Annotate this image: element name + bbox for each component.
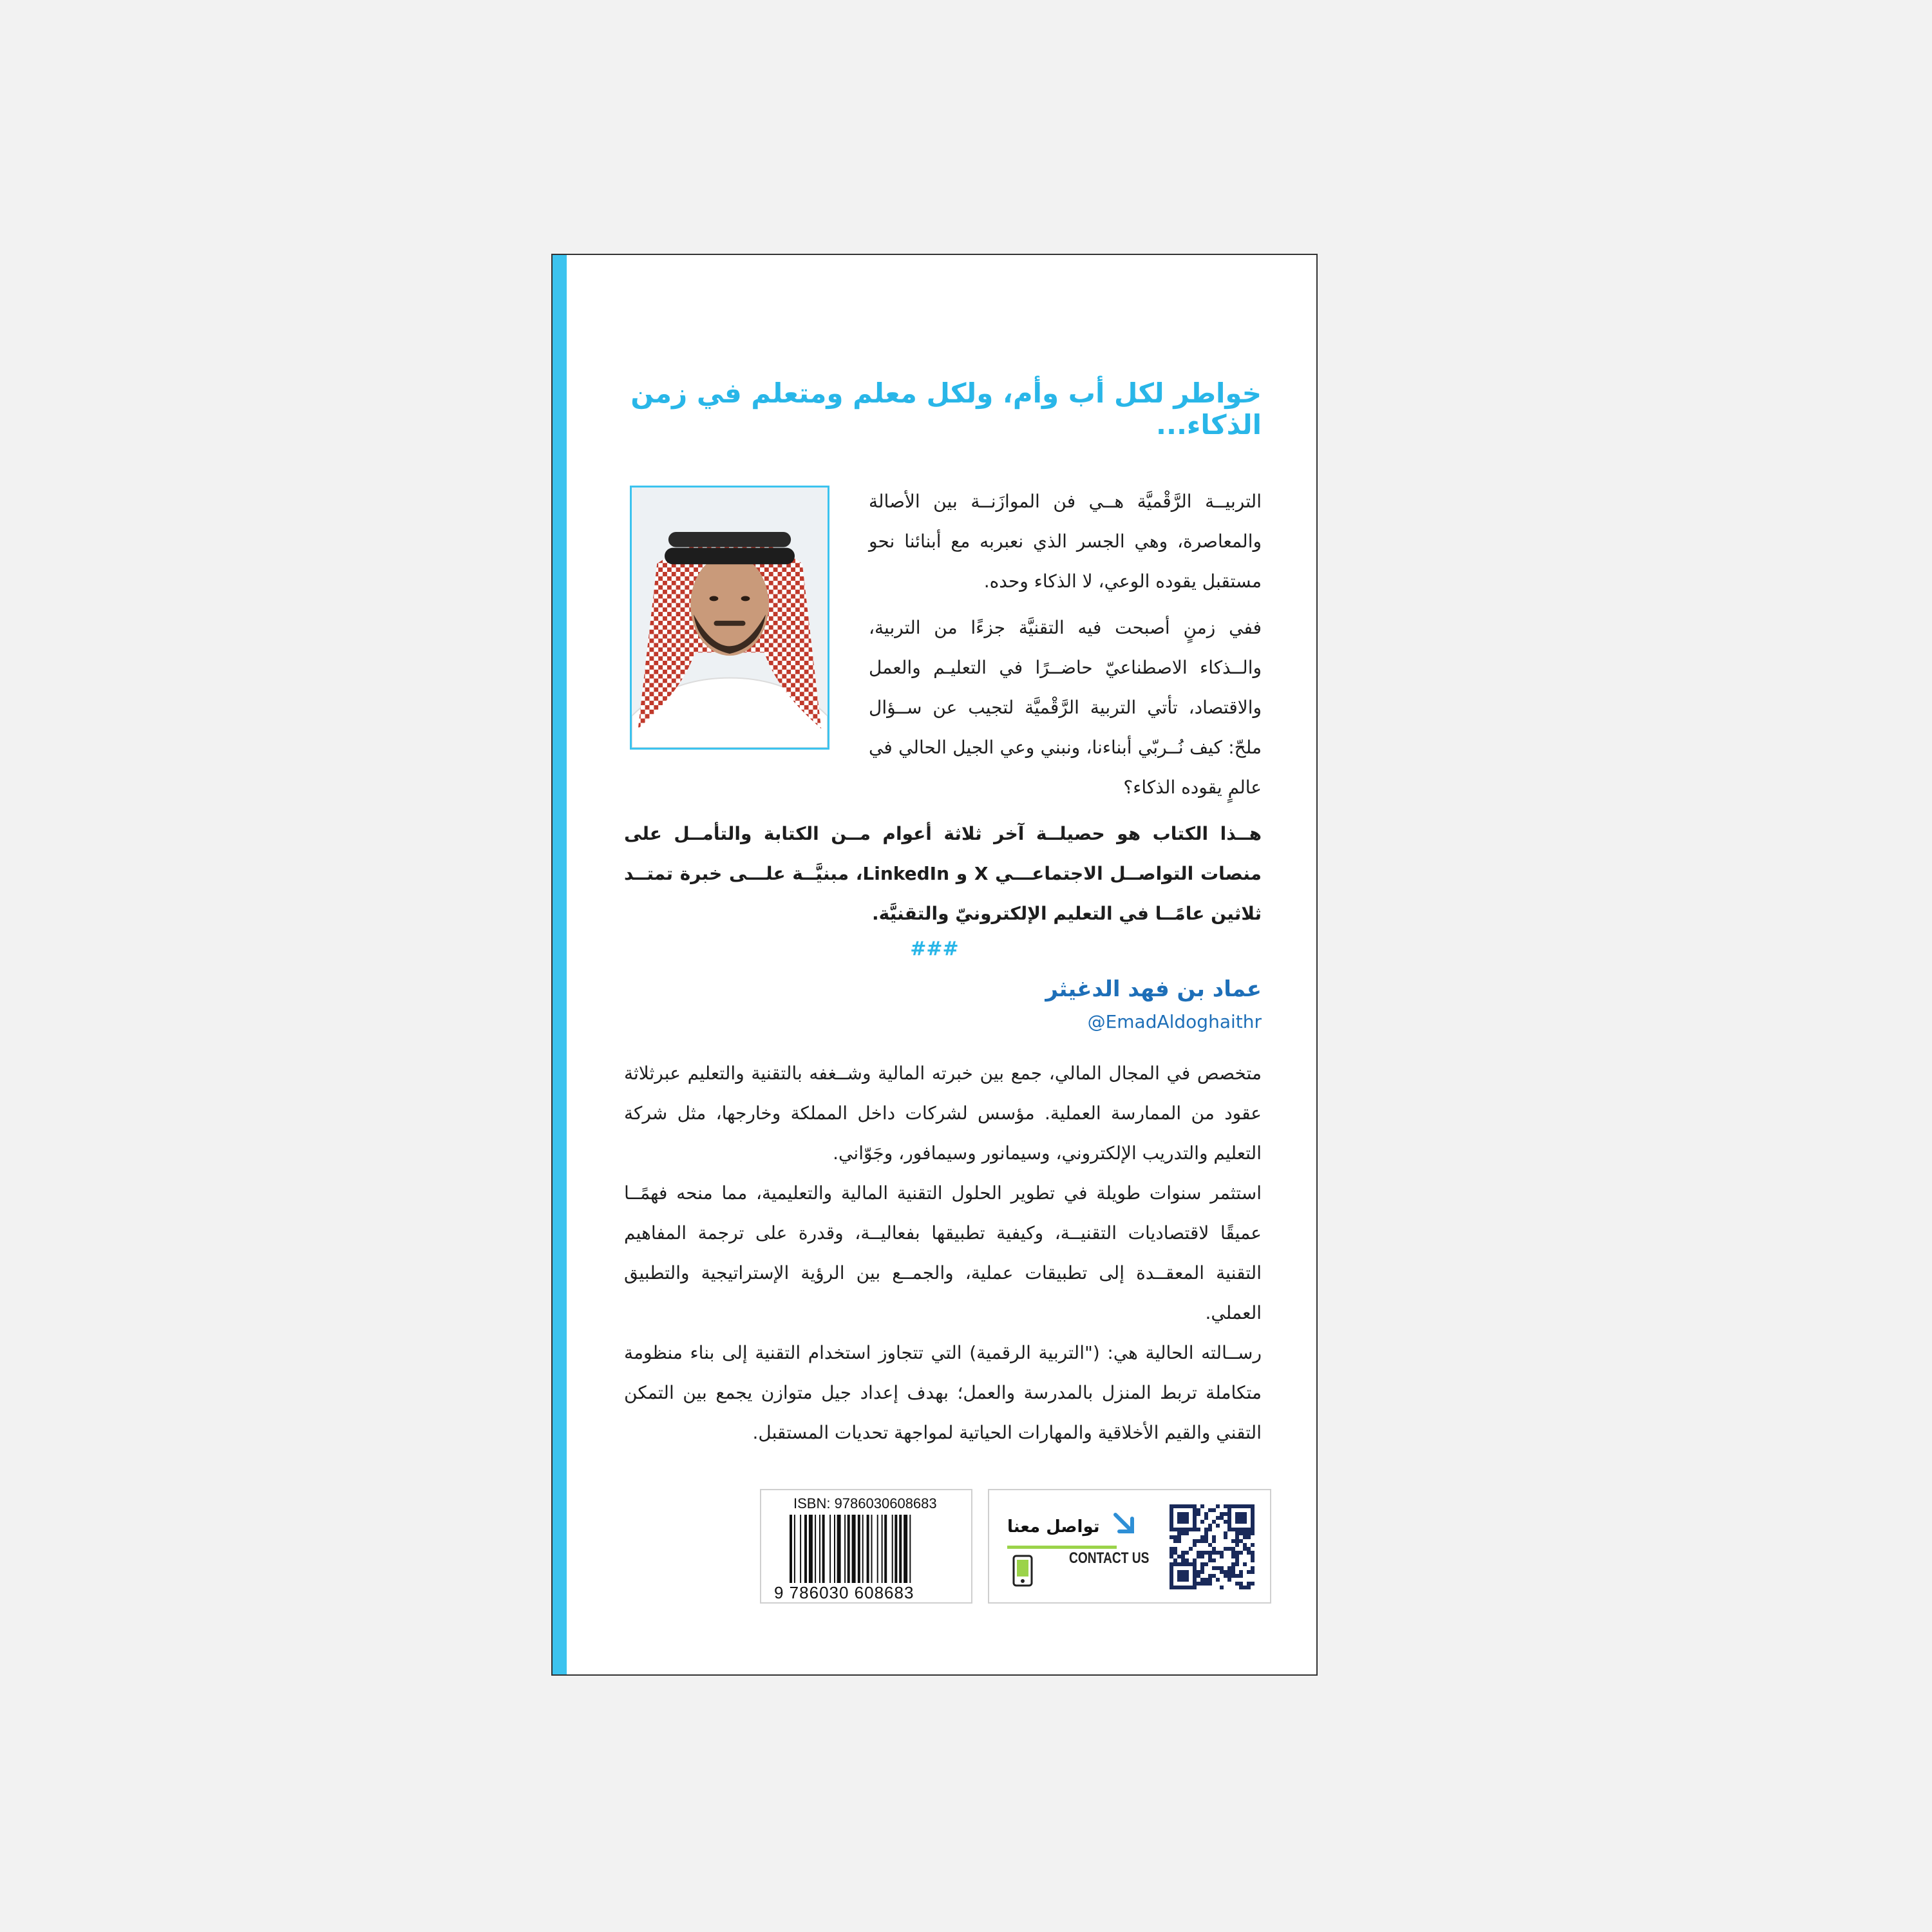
bio-paragraph-3: رســالته الحالية هي: ("التربية الرقمية) التي تتجاوز استخدام التقنية إلى بناء منظومة متكاملة تربط المنزل بالمدرسة والعمل؛ بهدف إعداد جيل متوازن يجمع بين التمكن التقني والقيم الأخلاقية والمهارات الحياتية لمواجهة تحديات المستقبل.	[624, 1342, 1262, 1443]
contact-label-arabic: تواصل معنا	[1007, 1517, 1100, 1537]
author-photo	[630, 486, 829, 750]
qr-code-icon	[1170, 1504, 1255, 1589]
bio-paragraph-1: متخصص في المجال المالي، جمع بين خبرته المالية وشــغفه بالتقنية والتعليم عبرثلاثة عقود من الممارسة العملية. مؤسس لشركات داخل المملكة وخارجها، مثل شركة التعليم والتدريب الإلكتروني، وسيمانور وسيمافور، وجَوّاني.	[624, 1063, 1262, 1164]
book-back-cover	[551, 254, 1318, 1676]
barcode-icon	[788, 1515, 949, 1583]
intro-paragraph-2: ففي زمنٍ أصبحت فيه التقنيَّة جزءًا من التربية، والــذكاء الاصطناعيّ حاضــرًا في التعليـم والعمل والاقتصاد، تأتي التربية الرَّقْميَّة لتجيب عن ســؤال ملحّ: كيف نُــربّي أبناءنا، ونبني وعي الجيل الحالي في عالمٍ يقوده الذكاء؟	[869, 617, 1262, 798]
arrow-down-right-icon	[1110, 1510, 1139, 1538]
phone-icon	[1009, 1553, 1037, 1588]
summary-paragraph: هــذا الكتاب هو حصيلــة آخر ثلاثة أعوام مــن الكتابة والتأمــل على منصات التواصــل الاجتماعـــي X و LinkedIn، مبنيَّــة علـــى خبرة تمتــد ثلاثين عامًــا في التعليم الإلكترونيّ والتقنيَّة.	[624, 823, 1262, 924]
contact-label-english: CONTACT US	[1069, 1549, 1150, 1567]
author-handle: @EmadAldoghaithr	[1087, 1011, 1262, 1032]
contact-underline	[1007, 1546, 1117, 1549]
intro-text-block	[869, 482, 1262, 814]
cover-tagline: خواطر لكل أب وأم، ولكل معلم ومتعلم في زمن الذكاء...	[630, 377, 1262, 440]
isbn-barcode-box	[760, 1489, 972, 1604]
intro-paragraph-1: التربيــة الرَّقْميَّة هــي فن الموازَنــة بين الأصالة والمعاصرة، وهي الجسر الذي نعبربه مع أبنائنا نحو مستقبل يقوده الوعي، لا الذكاء وحده.	[869, 491, 1262, 592]
barcode-digits: 9 786030 608683	[774, 1583, 914, 1602]
section-divider: ###	[910, 938, 959, 960]
author-name: عماد بن فهد الدغيثر	[1045, 976, 1262, 1002]
book-summary	[624, 814, 1262, 934]
contact-box	[988, 1489, 1271, 1604]
bio-paragraph-2: استثمر سنوات طويلة في تطوير الحلول التقنية المالية والتعليمية، مما منحه فهمًــا عميقًا لاقتصاديات التقنيــة، وكيفية تطبيقها بفعاليــة، وقدرة على ترجمة المفاهيم التقنية المعقــدة إلى تطبيقات عملية، والجمــع بين الرؤية الإستراتيجية والتطبيق العملي.	[624, 1182, 1262, 1323]
author-bio	[624, 1054, 1262, 1453]
isbn-label: ISBN: 9786030608683	[793, 1495, 937, 1511]
cover-spine-stripe	[553, 255, 567, 1674]
